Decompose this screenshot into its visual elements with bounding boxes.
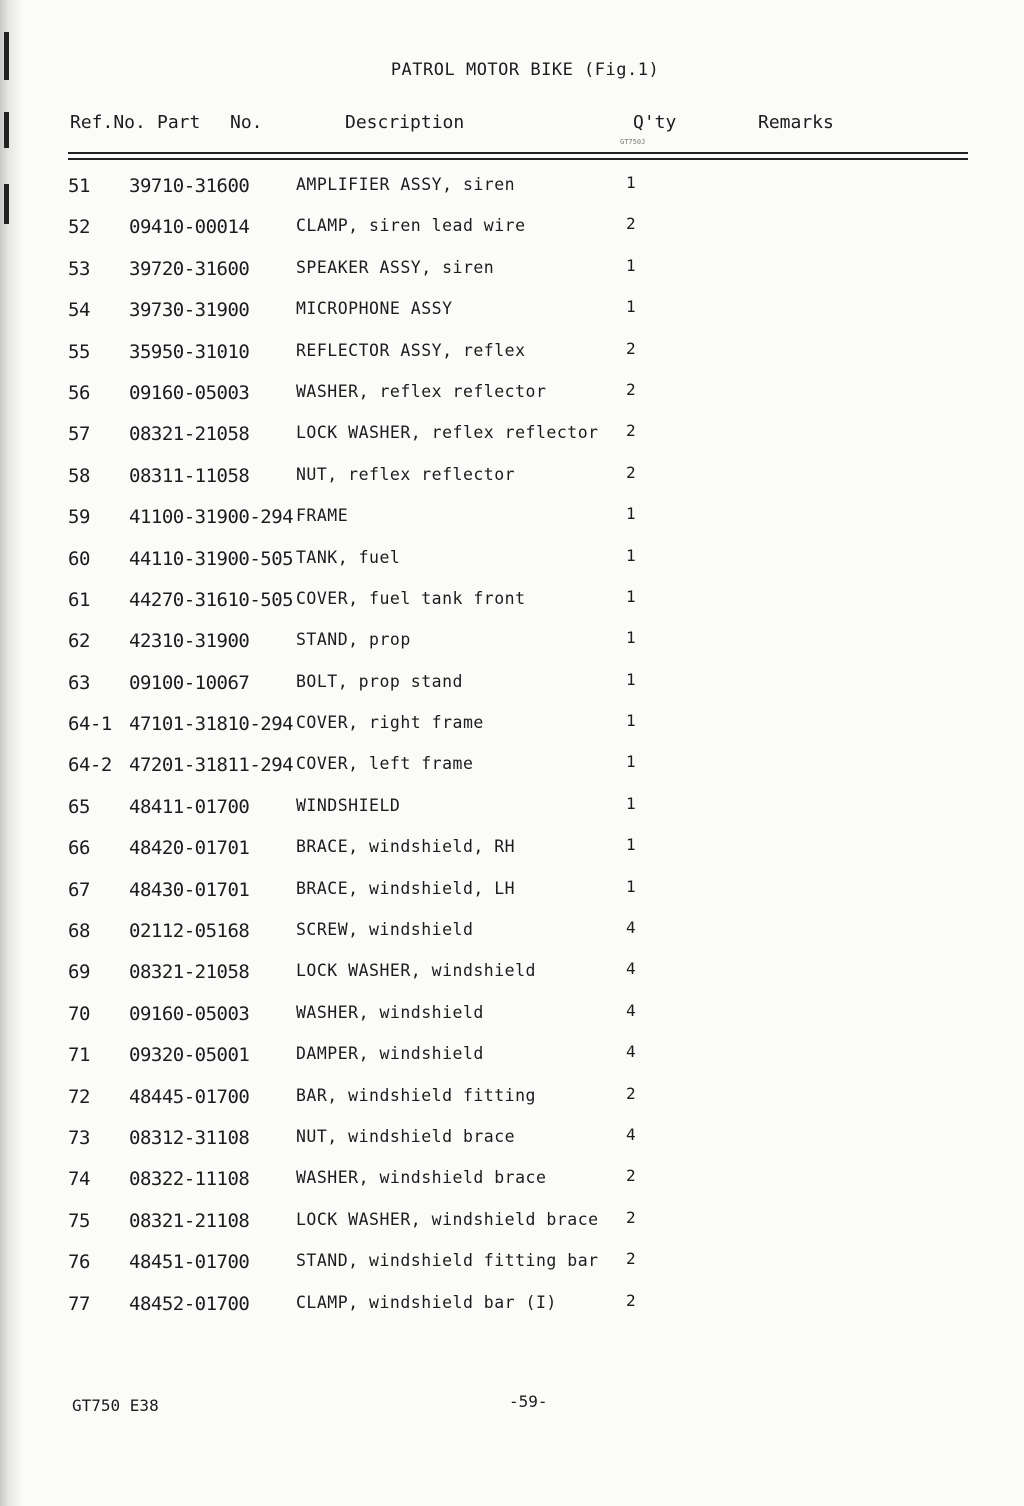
binding-mark [4, 112, 9, 148]
description-cell: WASHER, reflex reflector [296, 381, 547, 401]
description-cell: NUT, windshield brace [296, 1126, 516, 1146]
table-row [0, 536, 1024, 577]
ref-no-cell: 69 [68, 961, 90, 984]
part-no-cell: 08311-11058 [129, 464, 250, 487]
description-cell: DAMPER, windshield [296, 1044, 484, 1064]
description-cell: FRAME [296, 506, 349, 526]
qty-cell: 1 [626, 628, 636, 648]
description-cell: WINDSHIELD [296, 795, 401, 815]
ref-no-cell: 75 [68, 1209, 90, 1232]
ref-no-cell: 64-1 [68, 713, 112, 736]
ref-no-cell: 74 [68, 1168, 90, 1191]
ref-no-cell: 54 [68, 299, 90, 322]
qty-cell: 1 [626, 586, 636, 606]
ref-no-cell: 57 [68, 423, 90, 446]
description-cell: CLAMP, siren lead wire [296, 216, 526, 236]
part-no-cell: 09320-05001 [129, 1044, 250, 1067]
part-no-cell: 39730-31900 [129, 299, 250, 322]
table-row [0, 742, 1024, 783]
page-title: PATROL MOTOR BIKE (Fig.1) [390, 60, 660, 80]
table-row [0, 1115, 1024, 1156]
part-no-cell: 09410-00014 [129, 216, 250, 239]
qty-cell: 2 [626, 1166, 636, 1186]
ref-no-cell: 71 [68, 1044, 90, 1067]
ref-no-cell: 64-2 [68, 754, 112, 777]
description-cell: STAND, prop [296, 630, 411, 650]
part-no-cell: 48411-01700 [129, 795, 250, 818]
part-no-cell: 08312-31108 [129, 1126, 250, 1149]
ref-no-cell: 73 [68, 1126, 90, 1149]
qty-cell: 1 [626, 297, 636, 317]
qty-cell: 1 [626, 669, 636, 689]
qty-cell: 2 [626, 1290, 636, 1310]
qty-cell: 4 [626, 918, 636, 938]
qty-cell: 2 [626, 1207, 636, 1227]
description-cell: AMPLIFIER ASSY, siren [296, 175, 516, 194]
description-cell: REFLECTOR ASSY, reflex [296, 340, 526, 360]
table-row [0, 494, 1024, 535]
table-row [0, 867, 1024, 908]
ref-no-cell: 72 [68, 1085, 90, 1108]
table-row [0, 1239, 1024, 1280]
ref-no-cell: 62 [68, 630, 90, 653]
table-row [0, 204, 1024, 245]
table-row [0, 411, 1024, 452]
table-row [0, 163, 1024, 204]
description-cell: SCREW, windshield [296, 920, 474, 940]
table-row [0, 701, 1024, 742]
qty-cell: 2 [626, 1249, 636, 1269]
description-cell: WASHER, windshield [296, 1002, 484, 1022]
ref-no-cell: 52 [68, 216, 90, 239]
part-no-cell: 48452-01700 [129, 1292, 250, 1315]
table-row [0, 1281, 1024, 1322]
part-no-cell: 44110-31900-505 [129, 547, 294, 570]
part-no-cell: 48451-01700 [129, 1251, 250, 1274]
table-row [0, 1156, 1024, 1197]
part-no-cell: 02112-05168 [129, 920, 250, 943]
qty-cell: 4 [626, 1042, 636, 1062]
description-cell: NUT, reflex reflector [296, 464, 516, 484]
description-cell: BAR, windshield fitting [296, 1085, 536, 1105]
qty-cell: 1 [626, 793, 636, 813]
table-row [0, 660, 1024, 701]
qty-cell: 1 [626, 835, 636, 855]
part-no-cell: 08321-21058 [129, 423, 250, 446]
table-row [0, 618, 1024, 659]
ref-no-cell: 60 [68, 547, 90, 570]
qty-cell: 4 [626, 1124, 636, 1144]
description-cell: STAND, windshield fitting bar [296, 1251, 599, 1271]
qty-cell: 1 [626, 173, 636, 192]
ref-no-cell: 59 [68, 506, 90, 529]
part-no-cell: 09160-05003 [129, 381, 250, 404]
parts-table [0, 163, 1024, 1322]
part-no-cell: 09160-05003 [129, 1002, 250, 1025]
description-cell: COVER, right frame [296, 713, 484, 733]
description-cell: WASHER, windshield brace [296, 1168, 547, 1188]
ref-no-cell: 58 [68, 464, 90, 487]
part-no-cell: 47101-31810-294 [129, 713, 294, 736]
part-no-cell: 47201-31811-294 [129, 754, 294, 777]
ref-no-cell: 68 [68, 920, 90, 943]
qty-cell: 4 [626, 1000, 636, 1020]
table-row [0, 825, 1024, 866]
part-no-cell: 39710-31600 [129, 175, 250, 197]
table-row [0, 949, 1024, 990]
header-qty-model: GT750J [620, 138, 646, 146]
description-cell: LOCK WASHER, windshield brace [296, 1209, 599, 1229]
description-cell: SPEAKER ASSY, siren [296, 257, 495, 277]
description-cell: COVER, left frame [296, 754, 474, 774]
header-remarks: Remarks [758, 112, 834, 133]
part-no-cell: 08321-21058 [129, 961, 250, 984]
description-cell: LOCK WASHER, windshield [296, 961, 536, 981]
header-qty: Q'ty [633, 112, 677, 133]
table-row [0, 370, 1024, 411]
qty-cell: 2 [626, 462, 636, 482]
table-row [0, 991, 1024, 1032]
page-number: -59- [509, 1392, 548, 1411]
header-no: No. [230, 112, 263, 133]
ref-no-cell: 66 [68, 837, 90, 860]
ref-no-cell: 63 [68, 671, 90, 694]
part-no-cell: 39720-31600 [129, 257, 250, 280]
qty-cell: 2 [626, 379, 636, 399]
qty-cell: 4 [626, 959, 636, 979]
part-no-cell: 42310-31900 [129, 630, 250, 653]
footer-model-code: GT750 E38 [72, 1396, 159, 1415]
ref-no-cell: 56 [68, 381, 90, 404]
header-rule-top [68, 152, 968, 154]
part-no-cell: 44270-31610-505 [129, 588, 294, 611]
part-no-cell: 35950-31010 [129, 340, 250, 363]
description-cell: MICROPHONE ASSY [296, 299, 453, 319]
qty-cell: 1 [626, 504, 636, 524]
table-row [0, 287, 1024, 328]
qty-cell: 2 [626, 1083, 636, 1103]
ref-no-cell: 76 [68, 1251, 90, 1274]
table-row [0, 784, 1024, 825]
table-row [0, 1074, 1024, 1115]
table-row [0, 453, 1024, 494]
qty-cell: 2 [626, 421, 636, 441]
qty-cell: 1 [626, 876, 636, 896]
table-row [0, 1198, 1024, 1239]
table-row [0, 329, 1024, 370]
header-part: Part [157, 112, 201, 133]
part-no-cell: 09100-10067 [129, 671, 250, 694]
qty-cell: 2 [626, 338, 636, 358]
description-cell: TANK, fuel [296, 547, 401, 567]
ref-no-cell: 70 [68, 1002, 90, 1025]
table-row [0, 1032, 1024, 1073]
qty-cell: 1 [626, 545, 636, 565]
ref-no-cell: 51 [68, 175, 90, 197]
ref-no-cell: 61 [68, 588, 90, 611]
ref-no-cell: 77 [68, 1292, 90, 1315]
ref-no-cell: 53 [68, 257, 90, 280]
ref-no-cell: 55 [68, 340, 90, 363]
part-no-cell: 48420-01701 [129, 837, 250, 860]
part-no-cell: 08321-21108 [129, 1209, 250, 1232]
description-cell: BRACE, windshield, RH [296, 837, 516, 857]
description-cell: BOLT, prop stand [296, 671, 463, 691]
part-no-cell: 41100-31900-294 [129, 506, 294, 529]
description-cell: BRACE, windshield, LH [296, 878, 516, 898]
ref-no-cell: 65 [68, 795, 90, 818]
qty-cell: 1 [626, 752, 636, 772]
description-cell: LOCK WASHER, reflex reflector [296, 423, 599, 443]
table-row [0, 577, 1024, 618]
qty-cell: 1 [626, 711, 636, 731]
table-row [0, 908, 1024, 949]
qty-cell: 2 [626, 214, 636, 234]
header-ref-no: Ref.No. [70, 112, 146, 133]
part-no-cell: 48430-01701 [129, 878, 250, 901]
description-cell: CLAMP, windshield bar (I) [296, 1292, 557, 1312]
part-no-cell: 48445-01700 [129, 1085, 250, 1108]
table-row [0, 246, 1024, 287]
description-cell: COVER, fuel tank front [296, 588, 526, 608]
header-description: Description [345, 112, 465, 133]
qty-cell: 1 [626, 255, 636, 275]
ref-no-cell: 67 [68, 878, 90, 901]
header-rule-bottom [68, 158, 968, 160]
part-no-cell: 08322-11108 [129, 1168, 250, 1191]
